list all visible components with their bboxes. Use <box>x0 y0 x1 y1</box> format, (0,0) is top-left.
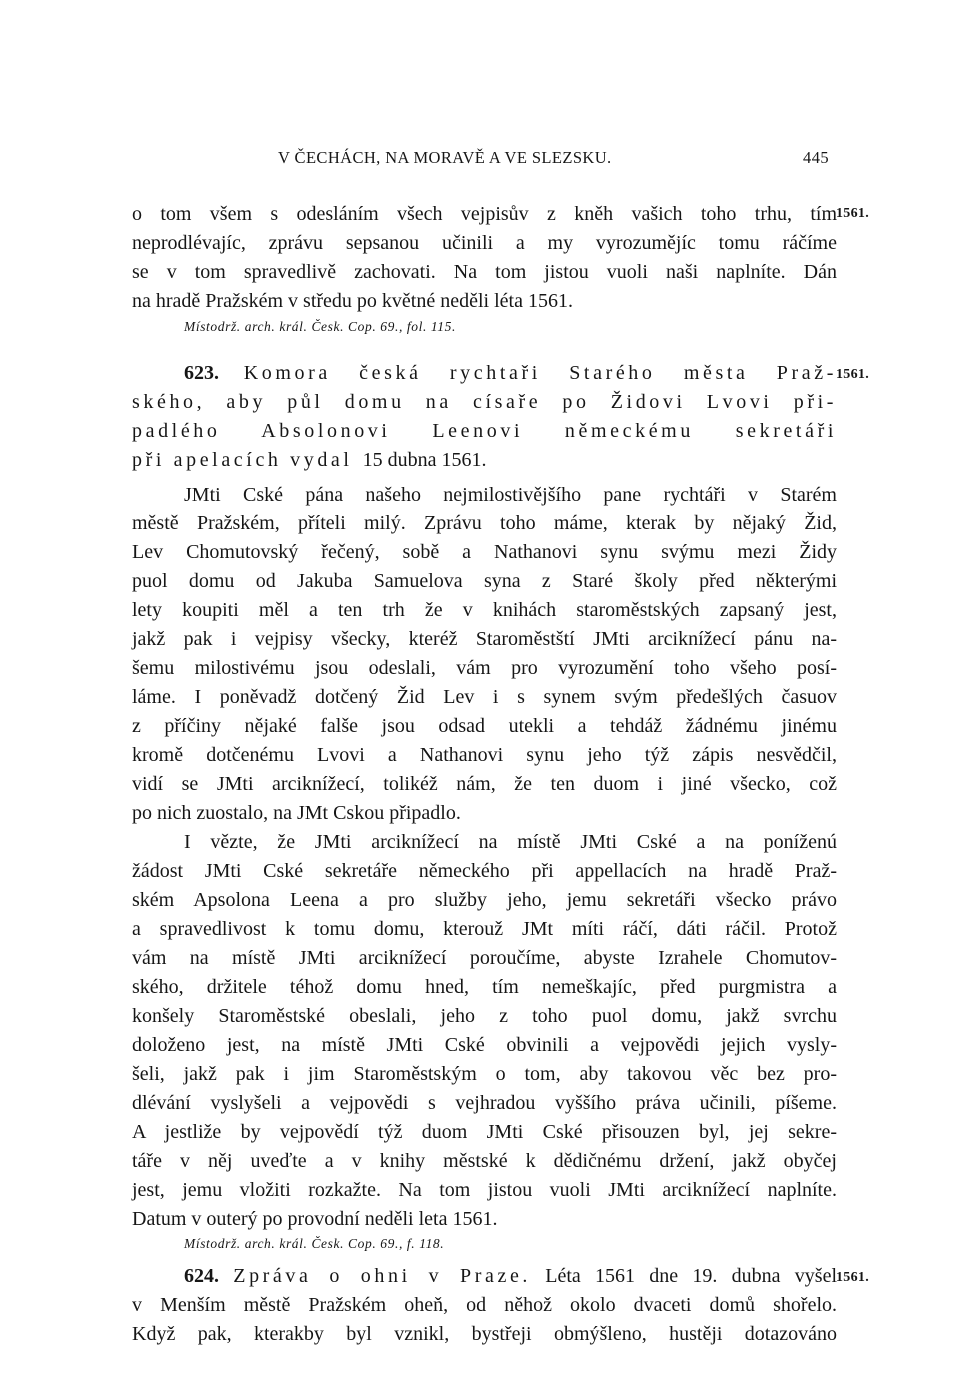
doc-title: Komora česká rychtaři Starého města Praž- <box>243 362 837 384</box>
doc-title-last-line <box>132 446 837 474</box>
text-line: žádost JMti Cské sekretáře německého při appellacích na hradě Praž- <box>132 860 837 882</box>
doc-date: 15 dubna 1561. <box>362 449 487 471</box>
text-line: kromě dotčenému Lvovi a Nathanovi synu jeho týž zápis nesvědčil, <box>132 744 837 766</box>
text-line: v Menším městě Pražském oheň, od něhož okolo dvaceti domů shořelo. <box>132 1294 837 1316</box>
text-line: konšely Staroměstské obeslali, jeho z toho puol domu, jakž svrchu <box>132 1005 837 1027</box>
running-title: V ČECHÁCH, NA MORAVĚ A VE SLEZSKU. <box>278 148 612 167</box>
margin-year: 1561. <box>836 1270 869 1285</box>
text-line: se v tom spravedlivě zachovati. Na tom jistou vuoli naši naplníte. Dán <box>132 261 837 283</box>
doc-number: 624. <box>184 1265 219 1287</box>
doc-title: při apelacích vydal <box>132 449 353 471</box>
text-line: táře v něj uveďte a v knihy městské k dědičnému držení, jakž obyčej <box>132 1150 837 1172</box>
text-line: lety koupiti měl a ten trh že v knihách staroměstských zapsaný jest, <box>132 599 837 621</box>
text-line: jest, jemu vložiti rozkažte. Na tom jistou vuoli JMti arciknížecí naplníte. <box>132 1179 837 1201</box>
doc-title: Zpráva o ohni v Praze. <box>233 1265 532 1287</box>
citation: Místodrž. arch. král. Česk. Cop. 69., fol. 115. <box>184 319 456 334</box>
citation: Místodrž. arch. král. Česk. Cop. 69., f. 118. <box>184 1236 445 1251</box>
text-line: Lev Chomutovský řečený, sobě a Nathanovi synu svýmu mezi Židy <box>132 541 837 563</box>
text-line: ském Apsolona Leena a pro služby jeho, jemu sekretáři všecko právo <box>132 889 837 911</box>
text-line: a spravedlivost k tomu domu, kterouž JMt míti ráčí, dáti ráčil. Protož <box>132 918 837 940</box>
text-line: městě Pražském, příteli milý. Zprávu toho máme, kterak by nějaký Žid, <box>132 512 837 534</box>
text-line: neprodlévajíc, zprávu sepsanou učinili a my vyrozumějíc tomu ráčíme <box>132 232 837 254</box>
text-line: jakž pak i vejpisy všecky, kteréž Staroměstští JMti arciknížecí pánu na- <box>132 628 837 650</box>
margin-year: 1561. <box>836 367 869 382</box>
text-line: láme. I poněvadž dotčený Žid Lev i s synem svým předešlých časuov <box>132 686 837 708</box>
text-line: A jestliže by vejpovědí týž duom JMti Cské přisouzen byl, jej sekre- <box>132 1121 837 1143</box>
doc-623-heading-line <box>132 359 837 387</box>
doc-title: ského, aby půl domu na císaře po Židovi Lvovi při- <box>132 391 837 413</box>
text-line: JMti Cské pána našeho nejmilostivějšího pane rychtáři v Starém <box>184 484 837 506</box>
text-line: šeli, jakž pak i jim Staroměstským o tom, aby takovou věc bez pro- <box>132 1063 837 1085</box>
text-line: šemu milostivému jsou odeslali, vám pro vyrozumění toho všeho posí- <box>132 657 837 679</box>
text-line: I vězte, že JMti arciknížecí na místě JMti Cské a na poníženú <box>184 831 837 853</box>
text-line: doloženo jest, na místě JMti Cské obvinili a vejpovědi jejich vysly- <box>132 1034 837 1056</box>
text-line: vám na místě JMti arciknížecí poroučíme, abyste Izrahele Chomutov- <box>132 947 837 969</box>
text-line: dlévání vyslyšeli a vejpovědi s vejhradou vyššího práva učinili, píšeme. <box>132 1092 837 1114</box>
text-line: Datum v outerý po provodní neděli leta 1561. <box>132 1208 498 1230</box>
doc-number: 623. <box>184 362 219 384</box>
text-line: po nich zuostalo, na JMt Cskou připadlo. <box>132 802 461 824</box>
text-line: na hradě Pražském v středu po květné neděli léta 1561. <box>132 290 573 312</box>
page-number: 445 <box>803 148 829 167</box>
text-line: ského, držitele téhož domu hned, tím nemeškajíc, před purgmistra a <box>132 976 837 998</box>
text-line: Když pak, kterakby byl vznikl, bystřeji obmýšleno, hustěji dotazováno <box>132 1323 837 1345</box>
text-line: vidí se JMti arciknížecí, tolikéž nám, že ten duom i jiné všecko, což <box>132 773 837 795</box>
text-segment: Léta 1561 dne 19. dubna vyšel <box>545 1265 838 1287</box>
doc-title: padlého Absolonovi Leenovi německému sekretáři <box>132 420 837 442</box>
margin-year: 1561. <box>836 206 869 221</box>
text-line: z příčiny nějaké falše jsou odsad utekli a tehdáž žádnému jinému <box>132 715 837 737</box>
text-line: puol domu od Jakuba Samuelova syna z Staré školy před některými <box>132 570 837 592</box>
doc-624-heading-line <box>132 1262 837 1290</box>
text-line: o tom všem s odesláním všech vejpisův z kněh vašich toho trhu, tím <box>132 203 837 225</box>
